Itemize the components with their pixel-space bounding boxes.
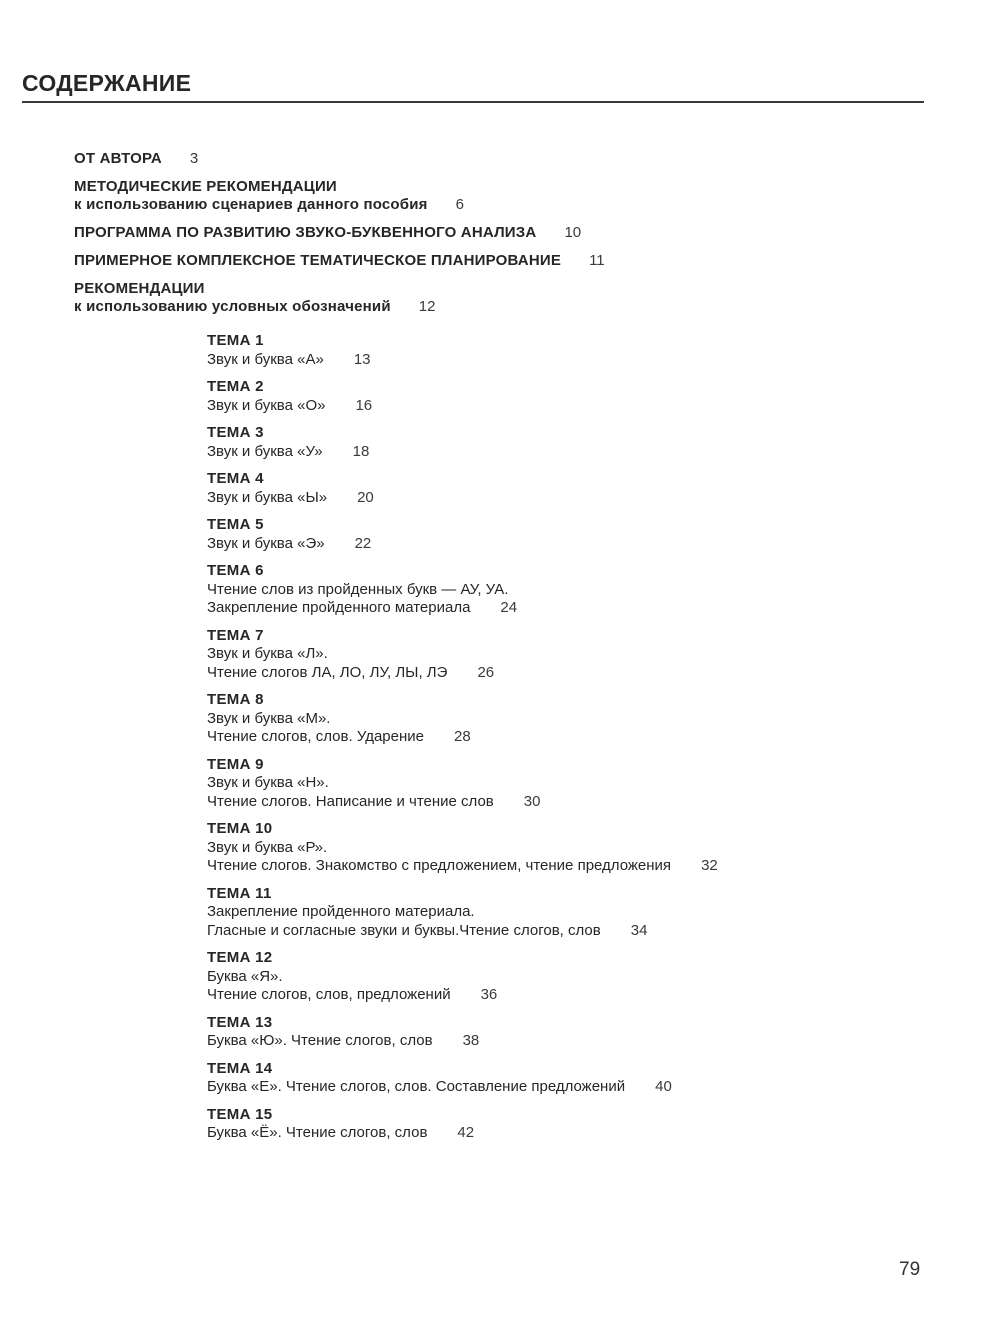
theme-title: Звук и буква «Ы»: [207, 488, 328, 506]
theme-page: 26: [477, 663, 495, 681]
title-divider: [22, 101, 924, 103]
theme-page: 18: [352, 442, 370, 460]
theme-title: Буква «Ю». Чтение слогов, слов: [207, 1032, 433, 1049]
theme-page: 36: [480, 986, 498, 1003]
toc-theme-15[interactable]: [207, 1106, 967, 1143]
toc-section-method-recommendations[interactable]: [74, 178, 954, 214]
toc-theme-2[interactable]: [207, 378, 967, 415]
theme-page: 40: [655, 1078, 672, 1095]
theme-label: ТЕМА 14: [207, 1059, 273, 1077]
theme-title: Чтение слогов, слов, предложений: [207, 986, 451, 1003]
theme-title: Буква «Ё». Чтение слогов, слов: [207, 1124, 428, 1141]
theme-page: 42: [457, 1124, 475, 1141]
theme-page: 38: [462, 1032, 480, 1049]
theme-title: Чтение слогов. Знакомство с предложением, чтение предложения: [207, 857, 672, 874]
theme-page: 20: [357, 488, 374, 506]
toc-theme-3[interactable]: [207, 424, 967, 461]
theme-label: ТЕМА 11: [207, 884, 272, 902]
theme-page: 32: [701, 857, 718, 874]
theme-title: Звук и буква «М».: [207, 709, 331, 727]
toc-section-about-author[interactable]: [74, 150, 954, 168]
theme-label: ТЕМА 9: [207, 755, 264, 773]
toc-theme-8[interactable]: [207, 691, 967, 747]
theme-title: Звук и буква «Р».: [207, 838, 328, 856]
theme-title: Чтение слов из пройденных букв — АУ, УА.: [207, 580, 509, 598]
theme-title: Звук и буква «Н».: [207, 774, 329, 791]
theme-title: Звук и буква «У»: [207, 442, 323, 460]
section-page: 12: [418, 298, 436, 315]
theme-title: Буква «Я».: [207, 967, 283, 985]
page-number: 79: [899, 1259, 921, 1280]
theme-title: Звук и буква «Э»: [207, 534, 325, 552]
theme-page: 16: [355, 396, 373, 414]
section-heading: ПРИМЕРНОЕ КОМПЛЕКСНОЕ ТЕМАТИЧЕСКОЕ ПЛАНИРОВАНИЕ: [74, 252, 562, 269]
toc-section-recommendations[interactable]: [74, 280, 954, 316]
theme-label: ТЕМА 5: [207, 516, 264, 533]
theme-label: ТЕМА 10: [207, 820, 273, 837]
section-page: 6: [455, 196, 464, 213]
toc-theme-4[interactable]: [207, 470, 967, 507]
theme-title: Чтение слогов, слов. Ударение: [207, 728, 424, 745]
theme-title: Закрепление пройденного материала.: [207, 903, 475, 920]
theme-title: Чтение слогов. Написание и чтение слов: [207, 792, 494, 810]
theme-page: 30: [523, 792, 541, 810]
page-title: СОДЕРЖАНИЕ: [22, 70, 192, 96]
theme-label: ТЕМА 4: [207, 470, 264, 487]
theme-page: 22: [354, 534, 372, 552]
theme-title: Буква «Е». Чтение слогов, слов. Составление предложений: [207, 1078, 626, 1095]
section-heading: РЕКОМЕНДАЦИИ: [74, 280, 205, 297]
section-page: 10: [564, 224, 582, 241]
theme-label: ТЕМА 8: [207, 691, 264, 708]
theme-title: Звук и буква «О»: [207, 396, 326, 414]
theme-label: ТЕМА 12: [207, 949, 273, 966]
toc-theme-5[interactable]: [207, 516, 967, 553]
toc-theme-7[interactable]: [207, 627, 967, 683]
section-heading: ПРОГРАММА ПО РАЗВИТИЮ ЗВУКО-БУКВЕННОГО АНАЛИЗА: [74, 224, 537, 241]
theme-page: 24: [500, 599, 518, 616]
theme-label: ТЕМА 6: [207, 562, 264, 579]
toc-section-planning[interactable]: [74, 252, 954, 270]
theme-label: ТЕМА 3: [207, 424, 264, 441]
theme-label: ТЕМА 15: [207, 1105, 273, 1123]
toc-themes: [207, 332, 967, 1152]
toc-theme-13[interactable]: [207, 1014, 967, 1051]
theme-title: Гласные и согласные звуки и буквы.Чтение слогов, слов: [207, 921, 601, 939]
toc-section-program[interactable]: [74, 224, 954, 242]
theme-page: 34: [630, 921, 648, 939]
theme-label: ТЕМА 1: [207, 332, 264, 349]
section-page: 3: [189, 150, 199, 167]
section-heading: МЕТОДИЧЕСКИЕ РЕКОМЕНДАЦИИ: [74, 178, 337, 195]
toc-theme-10[interactable]: [207, 820, 967, 876]
theme-page: 28: [453, 728, 471, 745]
section-heading: ОТ АВТОРА: [74, 150, 162, 167]
section-subheading: к использованию условных обозначений: [74, 298, 391, 315]
theme-title: Закрепление пройденного материала: [207, 599, 471, 616]
toc-sections: [74, 150, 954, 326]
theme-title: Чтение слогов ЛА, ЛО, ЛУ, ЛЫ, ЛЭ: [207, 663, 448, 681]
toc-theme-9[interactable]: [207, 756, 967, 812]
section-subheading: к использованию сценариев данного пособия: [74, 196, 428, 213]
theme-title: Звук и буква «Л».: [207, 645, 328, 662]
theme-label: ТЕМА 7: [207, 626, 264, 644]
toc-theme-6[interactable]: [207, 562, 967, 618]
toc-theme-12[interactable]: [207, 949, 967, 1005]
theme-label: ТЕМА 13: [207, 1013, 273, 1031]
theme-label: ТЕМА 2: [207, 378, 264, 395]
theme-title: Звук и буква «А»: [207, 350, 324, 368]
toc-theme-14[interactable]: [207, 1060, 967, 1097]
toc-theme-1[interactable]: [207, 332, 967, 369]
toc-theme-11[interactable]: [207, 885, 967, 941]
theme-page: 13: [353, 350, 371, 368]
section-page: 11: [589, 252, 605, 269]
